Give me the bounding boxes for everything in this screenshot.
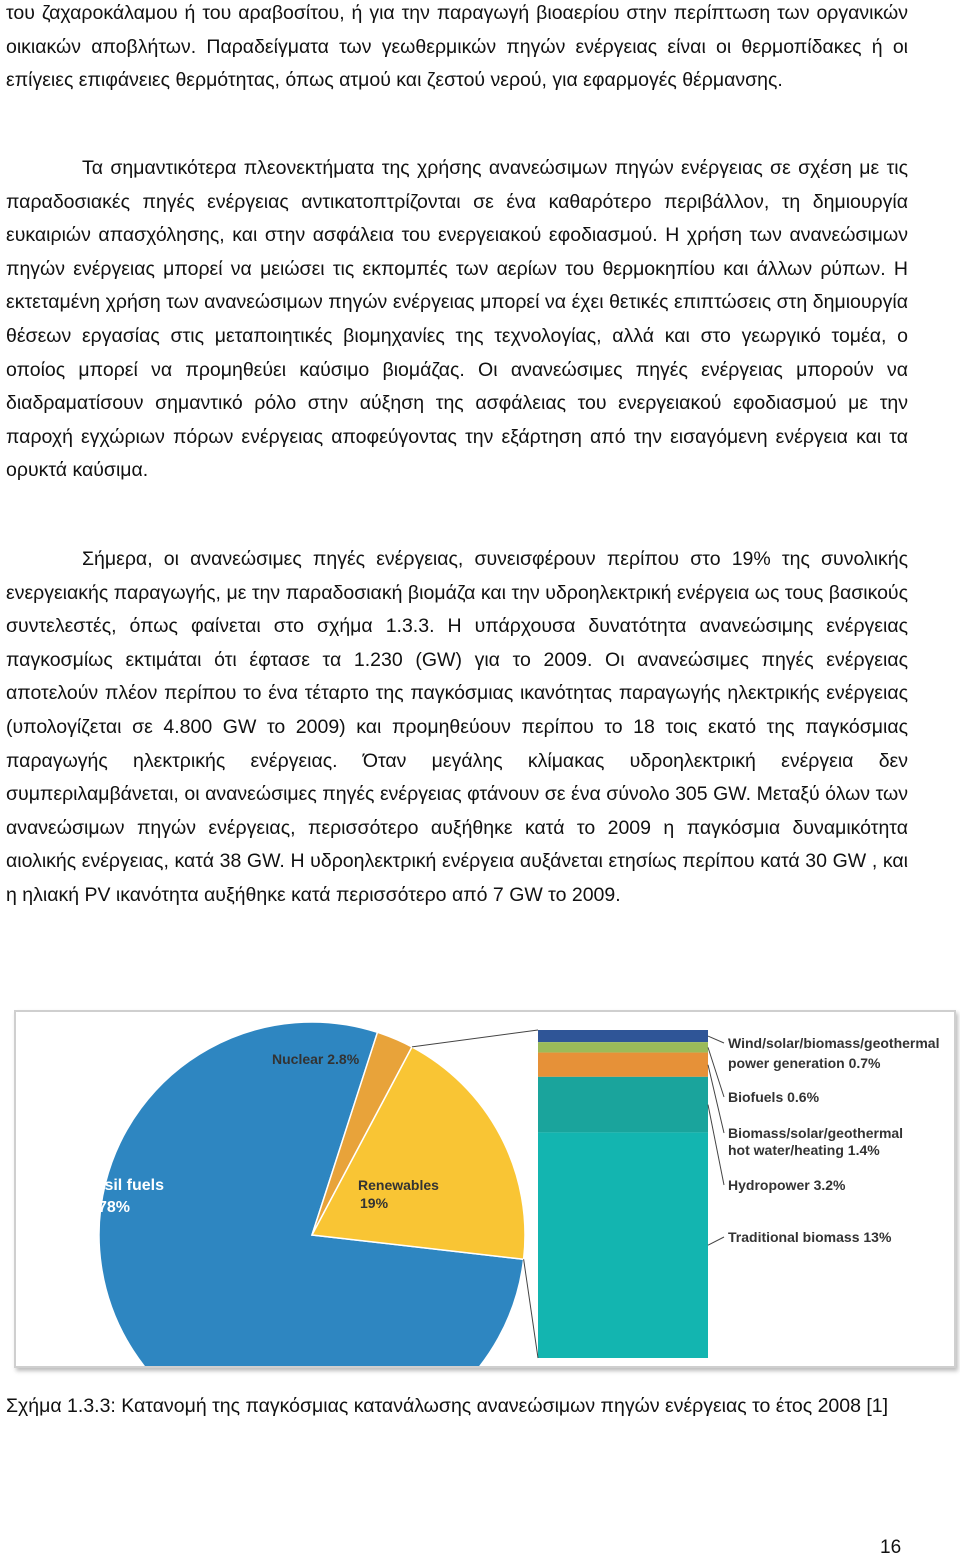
bar-segment-biofuels bbox=[538, 1042, 708, 1052]
page-number: 16 bbox=[880, 1537, 902, 1558]
label-nuclear: Nuclear 2.8% bbox=[272, 1051, 360, 1067]
label-wind-solar-biomass-geothermal: Wind/solar/biomass/geothermal bbox=[728, 1035, 940, 1051]
leader-line-biofuels bbox=[708, 1047, 724, 1097]
bar-segment-hydropower bbox=[538, 1077, 708, 1133]
paragraph-advantages: Τα σημαντικότερα πλεονεκτήματα της χρήσης ανανεώσιμων πηγών ενέργειας σε σχέση με τις παραδοσιακές πηγές ενέργειας αντικατοπτρίζονται σε ένα καθαρότερο περιβάλλον, τη δημιουργία ευκαιριών απασχόλησης, και στην ασφάλεια του ενεργειακού εφοδιασμού. Η χρήση των ανανεώσιμων πηγών ενέργειας μπορεί να μειώσει τις εκπομπές των αερίων του θερμοκηπίου και άλλων ρύπων. Η εκτεταμένη χρήση των ανανεώσιμων πηγών ενέργειας μπορεί να έχει θετικές επιπτώσεις στη δημιουργία θέσεων εργασίας στις μεταποιητικές βιομηχανίες της τεχνολογίας, αλλά και στο γεωργικό τομέα, ο οποίος μπορεί να προμηθεύει καύσιμο βιομάζας. Οι ανανεώσιμες πηγές ενέργειας μπορούν να διαδραματίσουν σημαντικό ρόλο στην αύξηση της ασφάλειας του ενεργειακού εφοδιασμού με την παροχή εγχώριων πόρων ενέργειας αποφεύγοντας την εξάρτηση από την εισαγόμενη ενέργεια και τα ορυκτά καύσιμα. bbox=[6, 157, 908, 482]
label-fossil-fuels: Fossil fuels bbox=[76, 1177, 165, 1194]
leader-line-hydropower bbox=[708, 1105, 724, 1185]
paragraph-intro: του ζαχαροκάλαμου ή του αραβοσίτου, ή για την παραγωγή βιοαερίου στην περίπτωση των οργανικών οικιακών αποβλήτων. Παραδείγματα των γεωθερμικών πηγών ενέργειας είναι οι θερμοπίδακες ή οι επίγειες επιφάνειες θερμότητας, όπως ατμού και ζεστού νερού, για εφαρμογές θέρμανσης. bbox=[6, 2, 908, 92]
connector-line-bottom bbox=[524, 1259, 538, 1358]
label-renewables-value: 19% bbox=[360, 1195, 389, 1211]
label-fossil-fuels-value: 78% bbox=[98, 1199, 131, 1216]
renewables-share-figure bbox=[14, 1010, 956, 1368]
renewables-share-chart bbox=[16, 1012, 954, 1366]
leader-line-wind-solar-biomass-geothermal bbox=[708, 1036, 724, 1043]
label-biomass-solar-geothermal-value: hot water/heating 1.4% bbox=[728, 1142, 880, 1158]
label-hydropower: Hydropower 3.2% bbox=[728, 1177, 846, 1193]
label-traditional-biomass: Traditional biomass 13% bbox=[728, 1229, 892, 1245]
bar-segment-wind-solar-biomass-geothermal bbox=[538, 1030, 708, 1042]
bar-segment-traditional-biomass bbox=[538, 1132, 708, 1358]
figure-caption: Σχήμα 1.3.3: Κατανομή της παγκόσμιας κατανάλωσης ανανεώσιμων πηγών ενέργειας το έτος 2008 [1] bbox=[6, 1395, 889, 1417]
leader-line-traditional-biomass bbox=[708, 1237, 724, 1245]
label-biofuels: Biofuels 0.6% bbox=[728, 1089, 820, 1105]
label-wind-solar-biomass-geothermal-value: power generation 0.7% bbox=[728, 1055, 881, 1071]
label-renewables: Renewables bbox=[358, 1177, 439, 1193]
leader-line-biomass-solar-geothermal bbox=[708, 1065, 724, 1133]
bar-segment-biomass-solar-geothermal bbox=[538, 1053, 708, 1077]
connector-line-top bbox=[412, 1030, 538, 1047]
paragraph-renewables-today: Σήμερα, οι ανανεώσιμες πηγές ενέργειας, συνεισφέρουν περίπου στο 19% της συνολικής ενεργειακής παραγωγής, με την παραδοσιακή βιομάζα και την υδροηλεκτρική ενέργεια ως τους βασικούς συντελεστές, όπως φαίνεται στο σχήμα 1.3.3. Η υπάρχουσα δυνατότητα ανανεώσιμης ενέργειας παγκοσμίως εκτιμάται ότι έφτασε τα 1.230 (GW) για το 2009. Οι ανανεώσιμες πηγές ενέργειας αποτελούν πλέον περίπου το ένα τέταρτο της παγκόσμιας ικανότητας παραγωγής ηλεκτρικής ενέργειας (υπολογίζεται σε 4.800 GW το 2009) και προμηθεύουν περίπου το 18 τοις εκατό της παγκόσμιας παραγωγής ηλεκτρικής ενέργειας. Όταν μεγάλης κλίμακας υδροηλεκτρική ενέργεια δεν συμπεριλαμβάνεται, οι ανανεώσιμες πηγές ενέργειας φτάνουν σε ένα σύνολο 305 GW. Μεταξύ όλων των ανανεώσιμων πηγών ενέργειας, περισσότερο αυξήθηκε κατά το 2009 η παγκόσμια δυναμικότητα αιολικής ενέργειας, κατά 38 GW. Η υδροηλεκτρική ενέργεια αυξάνεται ετησίως περίπου κατά 30 GW , και η ηλιακή PV ικανότητα αυξήθηκε κατά περισσότερο από 7 GW το 2009. bbox=[6, 548, 908, 906]
label-biomass-solar-geothermal: Biomass/solar/geothermal bbox=[728, 1125, 904, 1141]
